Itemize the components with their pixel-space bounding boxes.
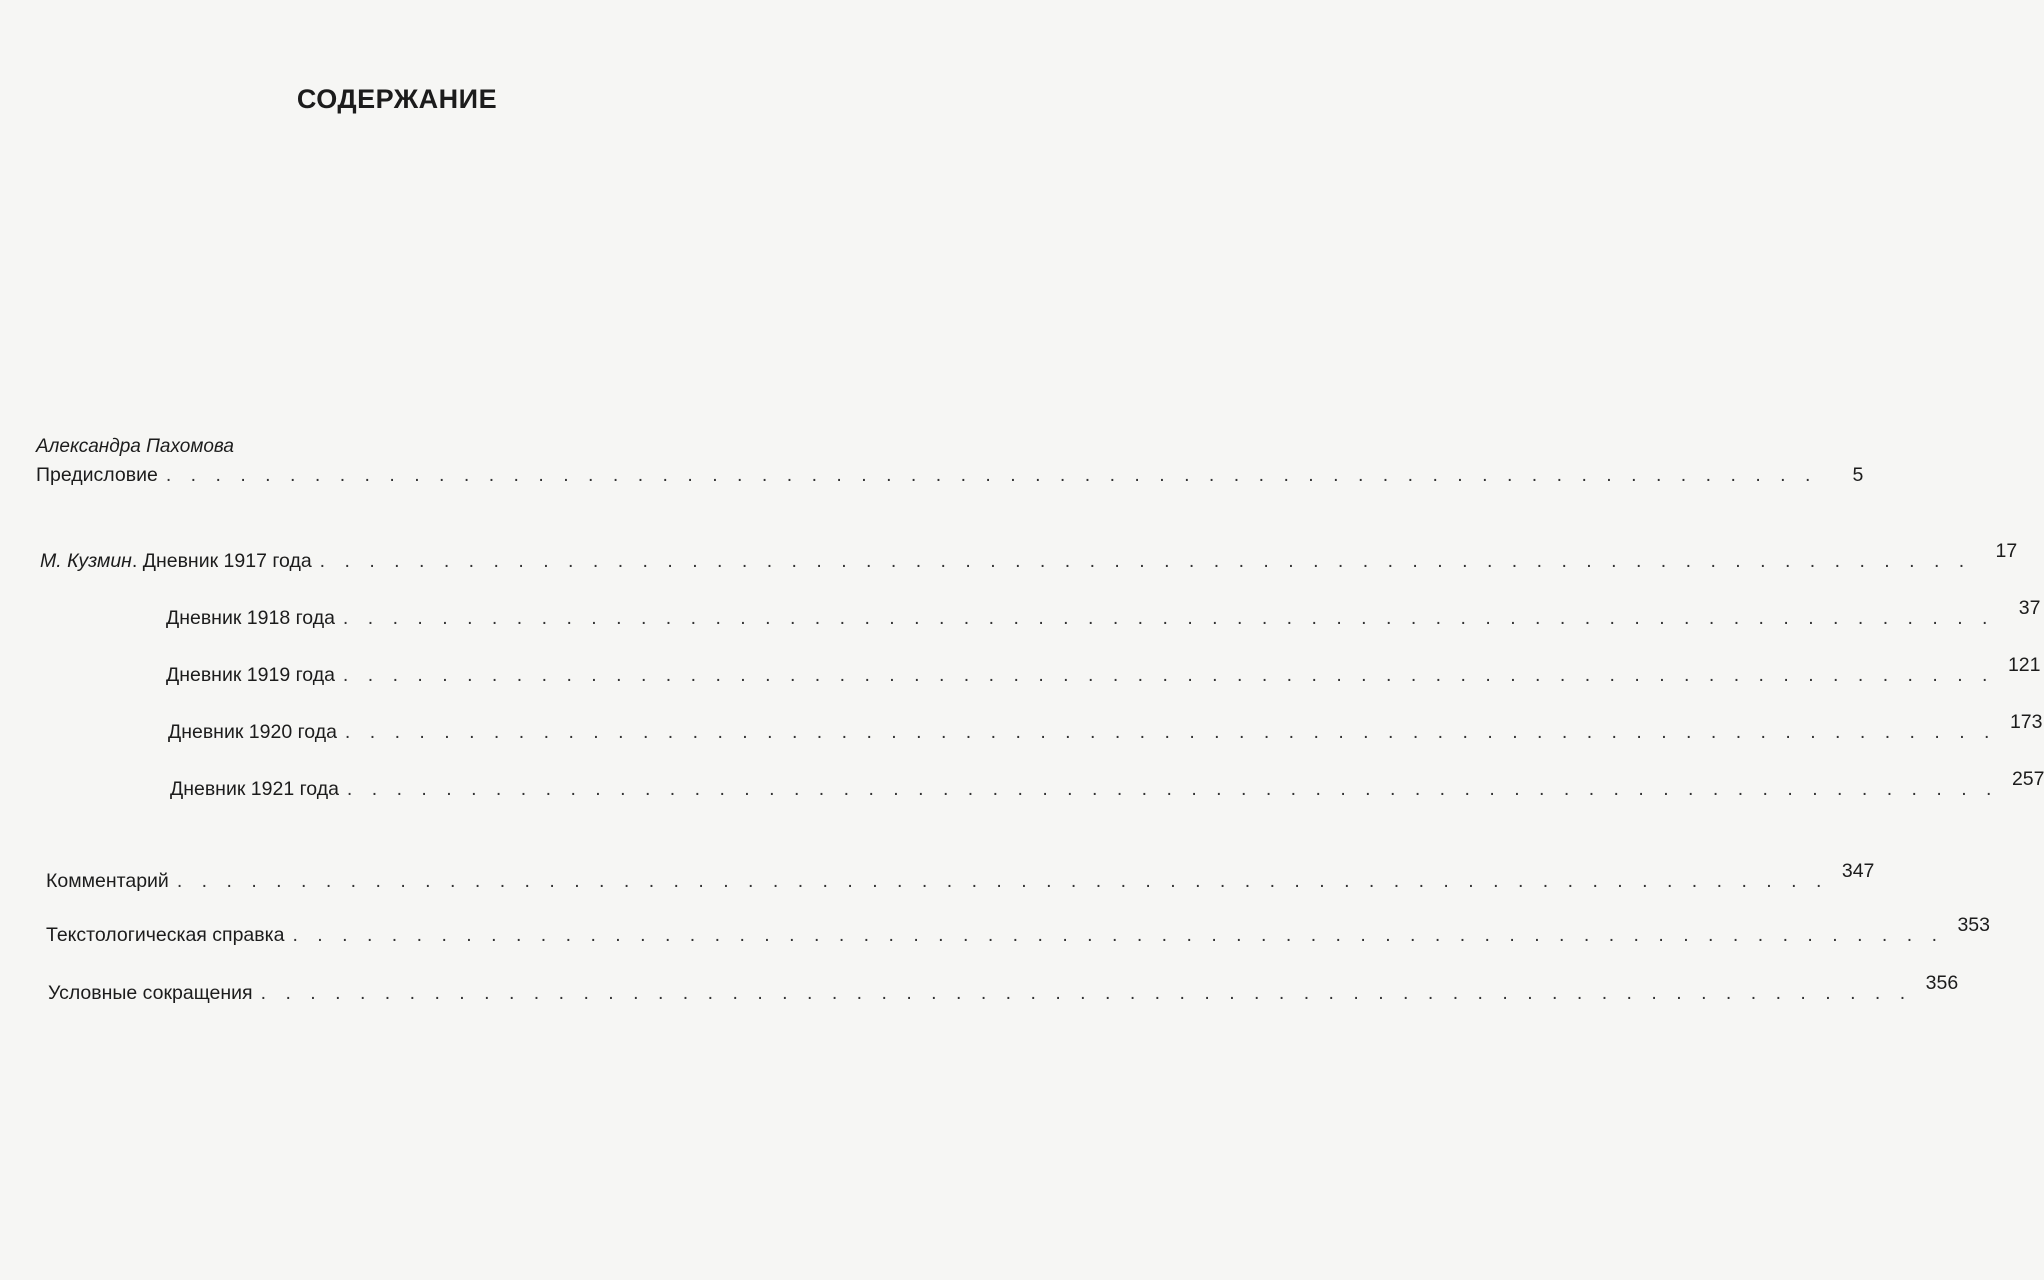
toc-entry-diary-1918[interactable] [166, 597, 2041, 630]
toc-page-number: 17 [1995, 540, 2018, 562]
leader-dots: . . . . . . . . . . . . . . . . . . . . . . . . . . . . . . . . . . . . . . . . . . . . . . . . . . . . . . . . . . . . . . . . . . . [176, 870, 1829, 892]
toc-entry-label: Предисловие [36, 464, 158, 486]
leader-dots: . . . . . . . . . . . . . . . . . . . . . . . . . . . . . . . . . . . . . . . . . . . . . . . . . . . . . . . . . . . . . . . . . . . [165, 464, 1818, 486]
leader-dots: . . . . . . . . . . . . . . . . . . . . . . . . . . . . . . . . . . . . . . . . . . . . . . . . . . . . . . . . . . . . . . . . . . . [342, 607, 1995, 629]
toc-entry-abbreviations[interactable] [48, 972, 1959, 1005]
toc-entry-diary-1919[interactable] [166, 654, 2041, 687]
leader-dots: . . . . . . . . . . . . . . . . . . . . . . . . . . . . . . . . . . . . . . . . . . . . . . . . . . . . . . . . . . . . . . . . . . . [342, 664, 1995, 686]
toc-page-number: 347 [1841, 860, 1875, 882]
toc-entry-label: Дневник 1919 года [166, 664, 335, 686]
toc-entry-diary-1917[interactable] [40, 540, 2018, 573]
toc-page-number: 37 [2018, 597, 2041, 619]
toc-entry-textological-note[interactable] [46, 914, 1990, 947]
toc-entry-label: Дневник 1921 года [170, 778, 339, 800]
leader-dots: . . . . . . . . . . . . . . . . . . . . . . . . . . . . . . . . . . . . . . . . . . . . . . . . . . . . . . . . . . . . . . . . . . . [260, 982, 1913, 1004]
page-title: СОДЕРЖАНИЕ [296, 84, 498, 114]
toc-entry-label: Дневник 1920 года [168, 721, 337, 743]
toc-page-number: 5 [1852, 464, 1864, 486]
toc-entry-label: Условные сокращения [48, 982, 253, 1004]
toc-page-number: 173 [2009, 711, 2043, 733]
toc-entry-label: Дневник 1918 года [166, 607, 335, 629]
toc-entry-diary-1920[interactable] [168, 711, 2043, 744]
toc-entry-commentary[interactable] [46, 860, 1875, 893]
toc-entry-diary-1921[interactable] [170, 768, 2044, 801]
leader-dots: . . . . . . . . . . . . . . . . . . . . . . . . . . . . . . . . . . . . . . . . . . . . . . . . . . . . . . . . . . . . . . . . . . . [346, 778, 1999, 800]
toc-entry-label: Комментарий [46, 870, 169, 892]
leader-dots: . . . . . . . . . . . . . . . . . . . . . . . . . . . . . . . . . . . . . . . . . . . . . . . . . . . . . . . . . . . . . . . . . . . [319, 550, 1972, 572]
leader-dots: . . . . . . . . . . . . . . . . . . . . . . . . . . . . . . . . . . . . . . . . . . . . . . . . . . . . . . . . . . . . . . . . . . . [344, 721, 1997, 743]
toc-entry-label: Текстологическая справка [46, 924, 285, 946]
toc-page-number: 356 [1925, 972, 1959, 994]
toc-page-number: 353 [1957, 914, 1990, 936]
toc-page-number: 257 [2011, 768, 2044, 790]
diary-author: М. Кузмин [40, 550, 132, 572]
toc-page-number: 121 [2007, 654, 2041, 676]
toc-entry-preface[interactable] [36, 464, 1864, 487]
leader-dots: . . . . . . . . . . . . . . . . . . . . . . . . . . . . . . . . . . . . . . . . . . . . . . . . . . . . . . . . . . . . . . . . . . . [292, 924, 1944, 946]
preface-author: Александра Пахомова [36, 436, 234, 457]
toc-entry-label: М. Кузмин. Дневник 1917 года [40, 550, 312, 572]
